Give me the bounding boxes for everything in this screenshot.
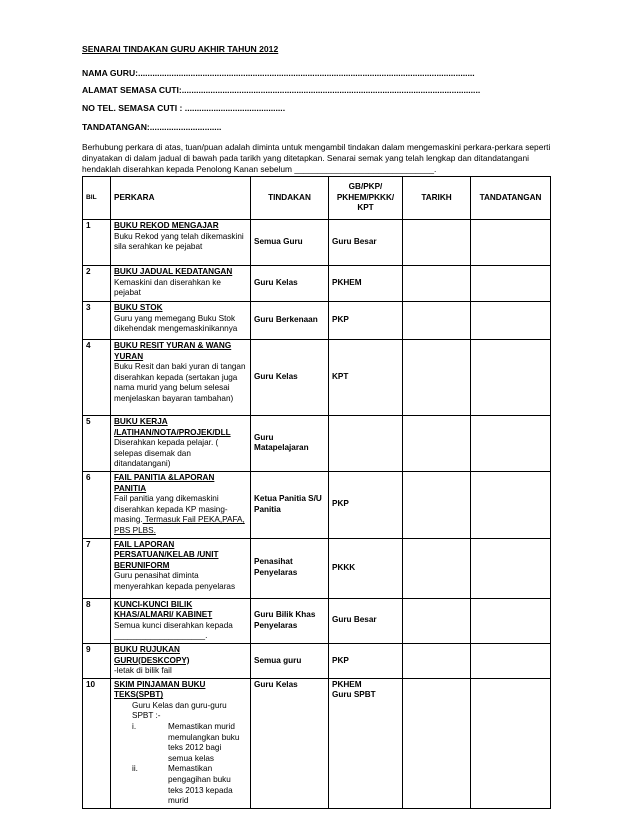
perkara-title: SKIM PINJAMAN BUKU TEKS(SPBT) [114, 679, 206, 700]
header-tandatangan: TANDATANGAN [471, 177, 551, 220]
table-row [83, 471, 551, 538]
perkara-desc [114, 701, 247, 722]
cell-gb [329, 266, 403, 302]
cell-bil: 7 [83, 538, 111, 598]
perkara-title: FAIL PANITIA &LAPORAN PANITIA [114, 472, 215, 493]
perkara-desc [114, 314, 247, 335]
perkara-title: BUKU JADUAL KEDATANGAN [114, 267, 233, 276]
perkara-desc-text: -letak di bilik fail [114, 666, 172, 676]
perkara-desc [114, 494, 247, 536]
cell-perkara [111, 266, 251, 302]
document-title: SENARAI TINDAKAN GURU AKHIR TAHUN 2012 [82, 44, 279, 54]
table-row [83, 598, 551, 643]
perkara-title: BUKU STOK [114, 303, 163, 312]
cell-tindakan: Guru Bilik Khas Penyelaras [251, 598, 329, 643]
cell-tindakan: Guru Kelas [251, 678, 329, 808]
cell-perkara [111, 220, 251, 266]
cell-tandatangan[interactable] [471, 538, 551, 598]
perkara-desc-text: Buku Rekod yang telah dikemaskini sila serahkan ke pejabat [114, 231, 244, 252]
cell-gb [329, 416, 403, 472]
perkara-desc [114, 571, 247, 592]
cell-tandatangan[interactable] [471, 266, 551, 302]
gb-value: PKP [332, 655, 349, 665]
cell-perkara [111, 643, 251, 678]
alamat-field: ALAMAT SEMASA CUTI:............................................................................................................................. [82, 85, 481, 95]
table-header-row [83, 177, 551, 220]
perkara-desc [114, 621, 247, 642]
cell-gb [329, 598, 403, 643]
cell-tarikh[interactable] [403, 220, 471, 266]
sub-item-text: Memastikan pengagihan buku teks 2013 kepada murid [168, 764, 233, 806]
gb-value: PKHEM [332, 679, 362, 689]
perkara-desc-text: Semua kunci diserahkan kepada ____________________. [114, 620, 233, 641]
gb-value-2: Guru SPBT [332, 690, 376, 700]
cell-bil: 8 [83, 598, 111, 643]
gb-value: PKHEM [332, 278, 362, 288]
perkara-desc [114, 362, 247, 404]
table-row [83, 340, 551, 416]
cell-tindakan: Guru Kelas [251, 266, 329, 302]
perkara-desc [114, 666, 247, 677]
cell-tarikh[interactable] [403, 643, 471, 678]
cell-bil: 10 [83, 678, 111, 808]
cell-gb [329, 538, 403, 598]
cell-bil: 9 [83, 643, 111, 678]
gb-value: KPT [332, 372, 349, 382]
cell-perkara [111, 538, 251, 598]
gb-value: PKP [332, 499, 349, 509]
nama-guru-field: NAMA GURU:............................................................................................................................................. [82, 68, 475, 78]
cell-tarikh[interactable] [403, 266, 471, 302]
table-row [83, 302, 551, 340]
cell-tarikh[interactable] [403, 598, 471, 643]
task-table [82, 176, 551, 809]
perkara-desc [114, 278, 247, 299]
perkara-title: BUKU REKOD MENGAJAR [114, 221, 219, 230]
cell-tandatangan[interactable] [471, 340, 551, 416]
table-row [83, 266, 551, 302]
cell-gb [329, 220, 403, 266]
cell-gb [329, 302, 403, 340]
cell-bil: 4 [83, 340, 111, 416]
cell-perkara [111, 302, 251, 340]
cell-tandatangan[interactable] [471, 302, 551, 340]
cell-tandatangan[interactable] [471, 416, 551, 472]
sub-item-number: i. [132, 722, 137, 732]
table-row [83, 220, 551, 266]
cell-bil: 1 [83, 220, 111, 266]
sub-item [114, 764, 247, 806]
cell-tandatangan[interactable] [471, 220, 551, 266]
header-gb: GB/PKP/ PKHEM/PKKK/ KPT [329, 177, 403, 220]
cell-tandatangan[interactable] [471, 598, 551, 643]
table-row [83, 678, 551, 808]
cell-tindakan: Guru Berkenaan [251, 302, 329, 340]
cell-tandatangan[interactable] [471, 678, 551, 808]
cell-tarikh[interactable] [403, 471, 471, 538]
header-tindakan: TINDAKAN [251, 177, 329, 220]
cell-tindakan: Semua guru [251, 643, 329, 678]
gb-value: Guru Besar [332, 615, 377, 625]
gb-value: PKKK [332, 562, 356, 572]
perkara-desc-text: Fail panitia yang dikemaskini diserahkan kepada KP masing-masing. [114, 494, 228, 525]
cell-bil: 3 [83, 302, 111, 340]
cell-tarikh[interactable] [403, 678, 471, 808]
table-row [83, 416, 551, 472]
gb-value: PKP [332, 315, 349, 325]
cell-perkara [111, 416, 251, 472]
perkara-desc-text: Diserahkan kepada pelajar. ( selepas disemak dan ditandatangani) [114, 438, 219, 469]
cell-bil: 6 [83, 471, 111, 538]
perkara-title: BUKU KERJA /LATIHAN/NOTA/PROJEK/DLL [114, 417, 231, 437]
sub-item-text: Memastikan murid memulangkan buku teks 2012 bagi semua kelas [168, 722, 240, 763]
gb-value: Guru Besar [332, 237, 377, 247]
cell-tarikh[interactable] [403, 416, 471, 472]
cell-tarikh[interactable] [403, 538, 471, 598]
perkara-desc-text: Guru penasihat diminta menyerahkan kepada penyelaras [114, 571, 236, 591]
perkara-title: BUKU RESIT YURAN & WANG YURAN [114, 341, 232, 361]
tandatangan-field: TANDATANGAN:.............................. [82, 122, 222, 132]
cell-tindakan: Guru Kelas [251, 340, 329, 416]
cell-gb [329, 643, 403, 678]
perkara-desc-text: Guru yang memegang Buku Stok dikehendak mengemaskinikannya [114, 313, 238, 334]
perkara-desc-text: Buku Resit dan baki yuran di tangan diserahkan kepada (sertakan juga nama murid yang belum selesai menjelaskan bayaran tambahan) [114, 362, 246, 403]
header-tarikh: TARIKH [403, 177, 471, 220]
perkara-desc-underline: Termasuk Fail PEKA,PAFA, PBS PLBS. [114, 515, 245, 535]
cell-tandatangan[interactable] [471, 643, 551, 678]
cell-perkara [111, 678, 251, 808]
cell-tindakan: Ketua Panitia S/U Panitia [251, 471, 329, 538]
cell-perkara [111, 340, 251, 416]
cell-gb [329, 471, 403, 538]
cell-perkara [111, 598, 251, 643]
cell-tindakan: Semua Guru [251, 220, 329, 266]
perkara-desc [114, 438, 247, 470]
cell-tarikh[interactable] [403, 340, 471, 416]
cell-tindakan: Guru Matapelajaran [251, 416, 329, 472]
perkara-title: FAIL LAPORAN PERSATUAN/KELAB /UNIT BERUNIFORM [114, 539, 219, 570]
sub-item-number: ii. [132, 764, 138, 774]
cell-perkara [111, 471, 251, 538]
cell-tandatangan[interactable] [471, 471, 551, 538]
no-tel-field: NO TEL. SEMASA CUTI : .......................................... [82, 103, 286, 113]
perkara-desc [114, 232, 247, 253]
cell-bil: 2 [83, 266, 111, 302]
table-row [83, 538, 551, 598]
header-bil: BIL [83, 177, 111, 220]
perkara-title: KUNCI-KUNCI BILIK KHAS/ALMARI/ KABINET [114, 599, 213, 620]
cell-gb [329, 340, 403, 416]
perkara-desc-text: Guru Kelas dan guru-guru SPBT :- [132, 700, 227, 721]
cell-bil: 5 [83, 416, 111, 472]
table-row [83, 643, 551, 678]
perkara-desc-text: Kemaskini dan diserahkan ke pejabat [114, 277, 221, 298]
intro-paragraph: Berhubung perkara di atas, tuan/puan adalah diminta untuk mengambil tindakan dalam mengemaskini perkara-perkara seperti dinyatakan di dalam jadual di bawah pada tarikh yang ditetapkan. Senarai semak yang telah lengkap dan ditandatangani hendaklah diserahkan kepada Penolong Kanan sebelum ______________________________. [82, 142, 551, 174]
cell-tarikh[interactable] [403, 302, 471, 340]
cell-gb [329, 678, 403, 808]
perkara-title: BUKU RUJUKAN GURU(DESKCOPY) [114, 644, 190, 665]
header-perkara: PERKARA [111, 177, 251, 220]
sub-item [114, 722, 247, 764]
cell-tindakan: Penasihat Penyelaras [251, 538, 329, 598]
